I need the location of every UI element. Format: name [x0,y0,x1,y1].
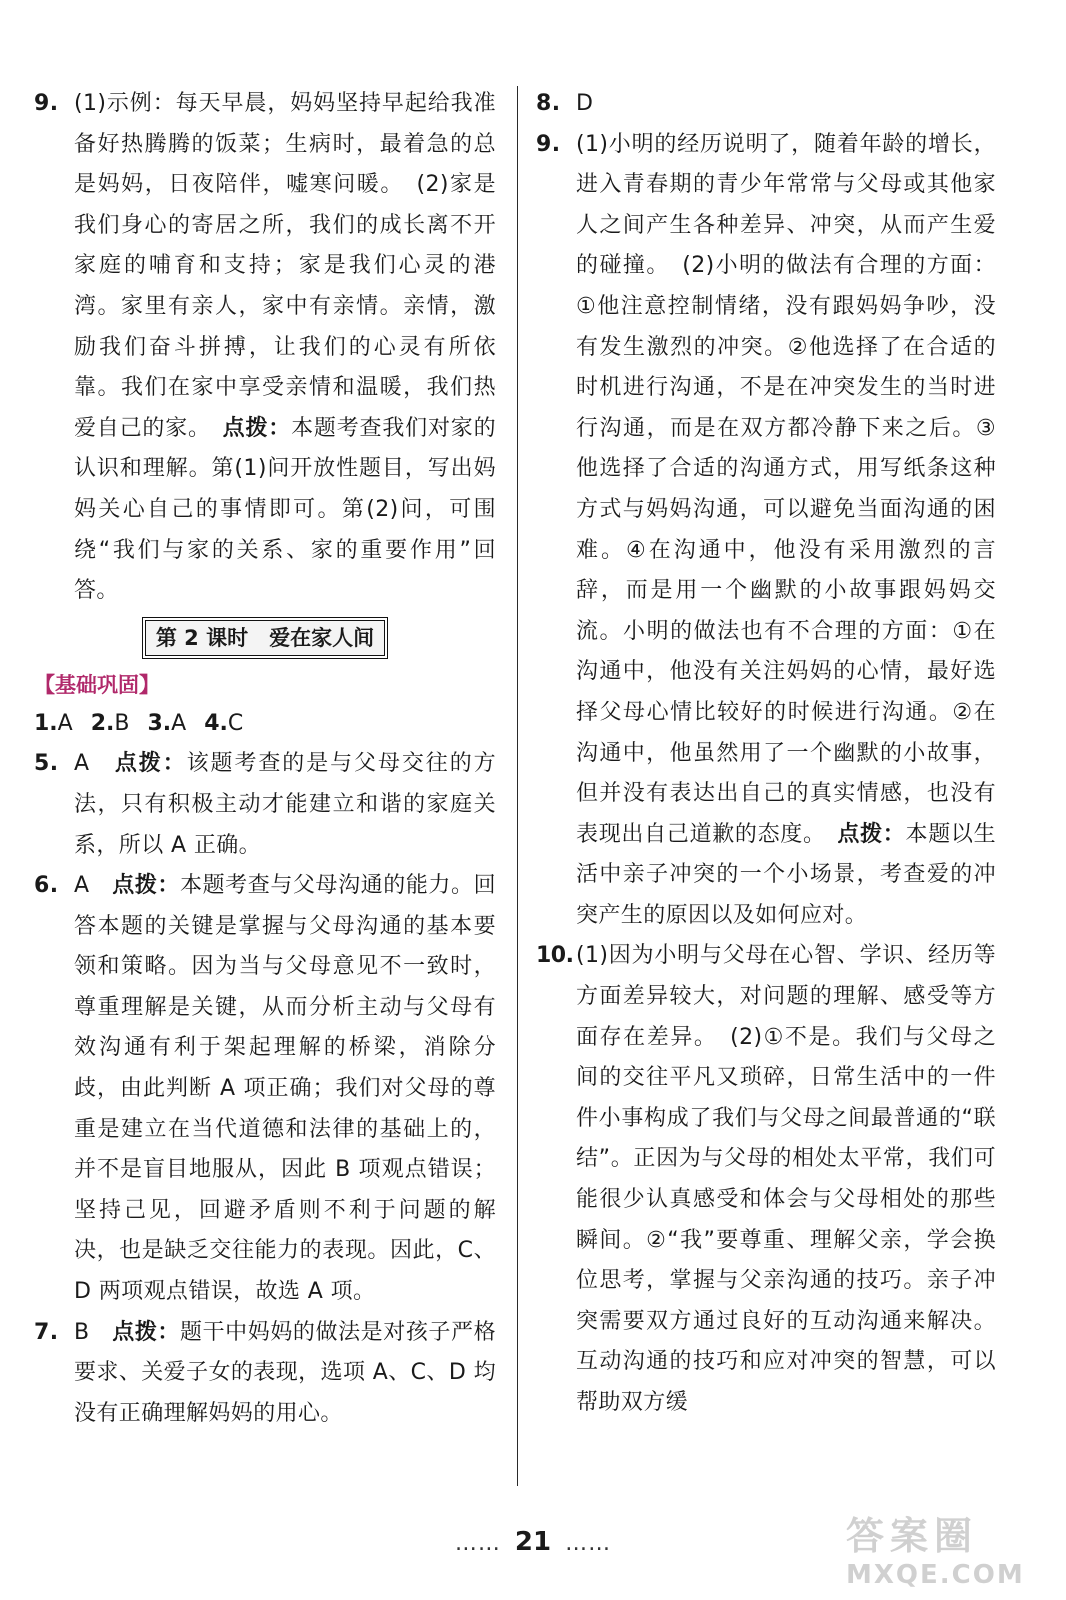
answer-text: (1)因为小明与父母在心智、学识、经历等方面差异较大，对问题的理解、感受等方面存在差异。 (2)①不是。我们与父母之间的交往平凡又琐碎，日常生活中的一件件小事构成了我们与父母之间最普通的“联结”。正因为与父母的相处太平常，我们可能很少认真感受和体会与父母相处的那些瞬间。②“我”要尊重、理解父亲，学会换位思考，掌握与父亲沟通的技巧。亲子冲突需要双方通过良好的互动沟通来解决。互动沟通的技巧和应对冲突的智慧，可以帮助双方缓 [576,943,996,1415]
answer-text: (1)小明的经历说明了，随着年龄的增长，进入青春期的青少年常常与父母或其他家人之间产生各种差异、冲突，从而产生爱的碰撞。 (2)小明的做法有合理的方面：①他注意控制情绪，没有跟妈妈争吵，没有发生激烈的冲突。②他选择了在合适的时机进行沟通，不是在冲突发生的当时进行沟通，而是在双方都冷静下来之后。③他选择了合适的沟通方式，用写纸条这种方式与妈妈沟通，可以避免当面沟通的困难。④在沟通中，他没有采用激烈的言辞，而是用一个幽默的小故事跟妈妈交流。小明的做法也有不合理的方面：①在沟通中，他没有关注妈妈的心情，最好选择父母心情比较好的时候进行沟通。②在沟通中，他虽然用了一个幽默的小故事，但并没有表达出自己的真实情感，也没有表现出自己道歉的态度。 [576,131,996,847]
mc-answer: C [227,710,244,736]
mc-number: 1. [34,710,58,736]
watermark-line2: MXQE.COM [846,1560,1025,1590]
mc-number: 3. [147,710,172,736]
hint-label: 点拨： [112,1319,181,1345]
question-number: 8. [536,91,561,116]
answer-8 [536,84,996,125]
right-column [536,84,996,1424]
hint-label: 点拨： [222,415,292,441]
answer-9-left [34,84,496,612]
hint-label: 点拨： [112,873,180,899]
answer-5 [34,744,496,866]
mc-number: 4. [204,710,228,736]
hint-text: 本题考查与父母沟通的能力。回答本题的关键是掌握与父母沟通的基本要领和策略。因为当与父母意见不一致时，尊重理解是关键，从而分析主动与父母有效沟通有利于架起理解的桥梁，消除分歧，由此判断 A 项正确；我们对父母的尊重是建立在当代道德和法律的基础上的，并不是盲目地服从，因此 B 项观点错误；坚持己见，回避矛盾则不利于问题的解决，也是缺乏交往能力的表现。因此，C、D 两项观点错误，故选 A 项。 [74,873,497,1305]
multiple-choice-row [34,704,496,745]
answer-9-right [536,125,996,937]
hint-label: 点拨： [114,751,187,777]
hint-text: 题干中妈妈的做法是对孩子严格要求、关爱子女的表现，选项 A、C、D 均没有正确理解妈妈的用心。 [74,1319,496,1426]
hint-text: 本题考查我们对家的认识和理解。第(1)问开放性题目，写出妈妈关心自己的事情即可。第(2)问，可围绕“我们与家的关系、家的重要作用”回答。 [74,415,496,604]
section-tag: 【基础巩固】 [34,672,160,697]
left-column [34,84,496,1434]
answer-6 [34,866,496,1313]
question-number: 9. [536,131,561,157]
mc-number: 2. [90,710,115,736]
question-number: 10. [536,943,574,969]
answer-choice: A [74,751,115,777]
footer-dots-left: …… [454,1531,501,1556]
answer-choice: D [576,91,594,116]
hint-text: 该题考查的是与父母交往的方法，只有积极主动才能建立和谐的家庭关系，所以 A 正确。 [74,751,497,858]
watermark-logo [846,1505,1036,1590]
hint-label: 点拨： [837,821,906,847]
answer-10 [536,936,996,1423]
question-number: 9. [34,91,59,116]
question-number: 6. [34,873,59,899]
lesson-title-text: 第 2 课时 爱在家人间 [145,620,385,656]
question-number: 5. [34,751,59,777]
question-number: 7. [34,1319,59,1345]
answer-7 [34,1313,496,1435]
answer-choice: B [74,1319,113,1345]
lesson-title [34,620,496,656]
mc-answer: B [114,710,130,736]
column-divider [517,86,518,1486]
hint-text: 本题以生活中亲子冲突的一个小场景，考查爱的冲突产生的原因以及如何应对。 [576,821,996,928]
page-number: 21 [514,1527,552,1557]
answer-choice: A [74,873,113,899]
mc-answer: A [57,710,73,736]
mc-answer: A [171,710,187,736]
answer-text: (1)示例：每天早晨，妈妈坚持早起给我准备好热腾腾的饭菜；生病时，最着急的总是妈妈，日夜陪伴，嘘寒问暖。 (2)家是我们身心的寄居之所，我们的成长离不开家庭的哺育和支持；家是我们心灵的港湾。家里有亲人，家中有亲情。亲情，激励我们奋斗拼搏，让我们的心灵有所依靠。我们在家中享受亲情和温暖，我们热爱自己的家。 [74,91,496,441]
watermark-line1: 答案圈 [846,1514,979,1558]
footer-dots-right: …… [565,1531,612,1556]
